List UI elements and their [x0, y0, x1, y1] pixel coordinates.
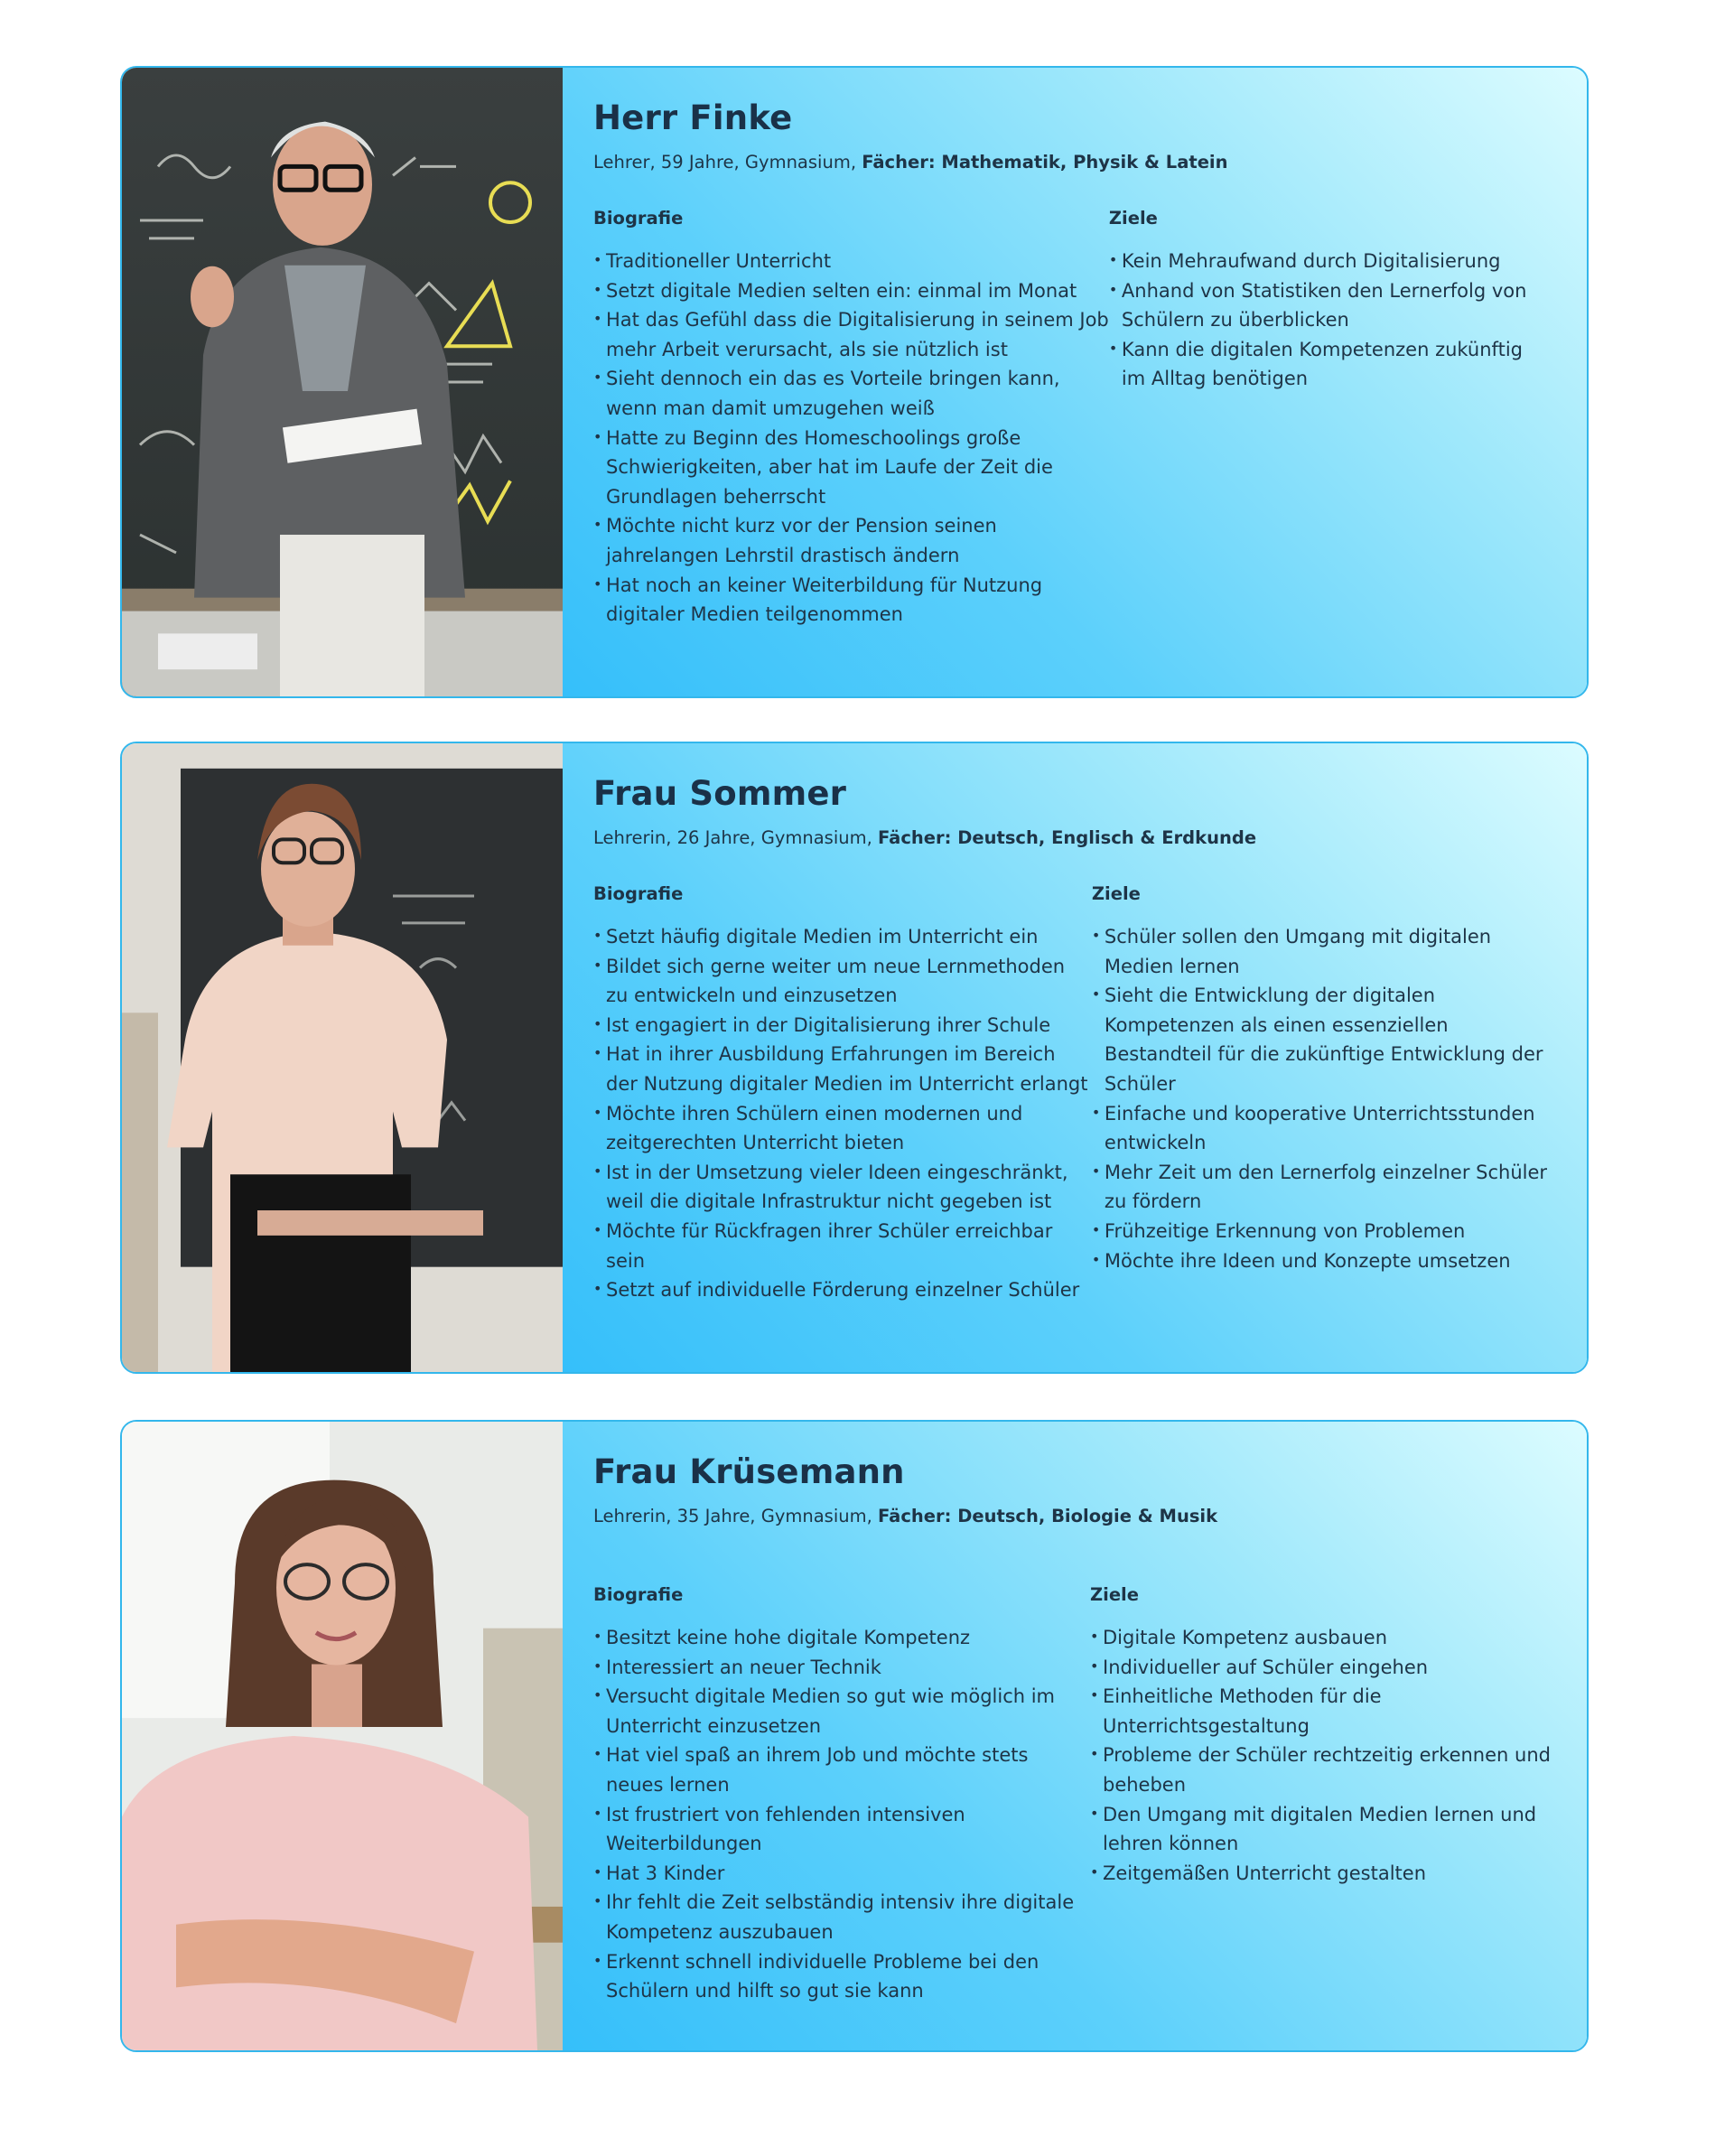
persona-subtitle: [593, 1506, 1551, 1526]
list-item: • Hat noch an keiner Weiterbildung für Nutzung digitaler Medien teilgenommen: [593, 571, 1109, 630]
biography-section: [593, 208, 1109, 630]
goals-list: [1109, 247, 1551, 394]
persona-content-kruesemann: [563, 1422, 1587, 2050]
goals-section: [1090, 1584, 1551, 2006]
list-item: • Ihr fehlt die Zeit selbständig intensiv ihre digitale Kompetenz auszubauen: [593, 1888, 1090, 1946]
list-item: • Bildet sich gerne weiter um neue Lernmethoden zu entwickeln und einzusetzen: [593, 952, 1092, 1011]
list-item: • Frühzeitige Erkennung von Problemen: [1092, 1217, 1551, 1246]
persona-content-sommer: [563, 743, 1587, 1372]
persona-subtitle-meta: Lehrerin, 35 Jahre, Gymnasium,: [593, 1506, 878, 1526]
list-item: • Ist frustriert von fehlenden intensiven Weiterbildungen: [593, 1800, 1090, 1859]
persona-subtitle: [593, 152, 1551, 173]
list-item: • Zeitgemäßen Unterricht gestalten: [1090, 1859, 1551, 1889]
goals-list: [1090, 1623, 1551, 1888]
biography-heading: Biografie: [593, 208, 684, 229]
list-item: • Individueller auf Schüler eingehen: [1090, 1653, 1551, 1683]
list-item: • Kann die digitalen Kompetenzen zukünftig im Alltag benötigen: [1109, 335, 1551, 394]
list-item: • Hat 3 Kinder: [593, 1859, 1090, 1889]
list-item: • Kein Mehraufwand durch Digitalisierung: [1109, 247, 1551, 276]
persona-photo-kruesemann: [122, 1422, 563, 2050]
persona-subjects: Fächer: Deutsch, Biologie & Musik: [878, 1506, 1218, 1526]
persona-name: Frau Sommer: [593, 774, 847, 813]
persona-content-finke: [563, 68, 1587, 696]
list-item: • Möchte nicht kurz vor der Pension seinen jahrelangen Lehrstil drastisch ändern: [593, 511, 1109, 570]
persona-photo-sommer: [122, 743, 563, 1372]
list-item: • Hatte zu Beginn des Homeschoolings große Schwierigkeiten, aber hat im Laufe der Zeit die Grundlagen beherrscht: [593, 424, 1109, 512]
persona-card-sommer: [120, 742, 1589, 1374]
persona-subjects: Fächer: Deutsch, Englisch & Erdkunde: [878, 827, 1257, 848]
persona-subtitle: [593, 827, 1551, 848]
biography-list: [593, 247, 1109, 630]
list-item: • Mehr Zeit um den Lernerfolg einzelner Schüler zu fördern: [1092, 1158, 1551, 1217]
list-item: • Möchte für Rückfragen ihrer Schüler erreichbar sein: [593, 1217, 1092, 1275]
goals-heading: Ziele: [1091, 883, 1141, 904]
list-item: • Setzt häufig digitale Medien im Unterricht ein: [593, 922, 1092, 952]
list-item: • Setzt digitale Medien selten ein: einmal im Monat: [593, 276, 1109, 306]
list-item: • Möchte ihre Ideen und Konzepte umsetzen: [1092, 1246, 1551, 1276]
list-item: • Versucht digitale Medien so gut wie möglich im Unterricht einzusetzen: [593, 1682, 1090, 1741]
list-item: • Ist engagiert in der Digitalisierung ihrer Schule: [593, 1011, 1092, 1041]
list-item: • Digitale Kompetenz ausbauen: [1090, 1623, 1551, 1653]
goals-section: [1092, 883, 1551, 1305]
goals-list: [1092, 922, 1551, 1275]
biography-heading: Biografie: [593, 1584, 684, 1605]
list-item: • Möchte ihren Schülern einen modernen und zeitgerechten Unterricht bieten: [593, 1099, 1092, 1158]
biography-section: [593, 883, 1092, 1305]
list-item: • Hat viel spaß an ihrem Job und möchte stets neues lernen: [593, 1741, 1090, 1799]
list-item: • Sieht dennoch ein das es Vorteile bringen kann, wenn man damit umzugehen weiß: [593, 364, 1109, 423]
list-item: • Hat in ihrer Ausbildung Erfahrungen im Bereich der Nutzung digitaler Medien im Unterricht erlangt: [593, 1040, 1092, 1098]
list-item: • Setzt auf individuelle Förderung einzelner Schüler: [593, 1275, 1092, 1305]
persona-card-finke: [120, 66, 1589, 698]
biography-section: [593, 1584, 1090, 2006]
list-item: • Erkennt schnell individuelle Probleme bei den Schülern und hilft so gut sie kann: [593, 1947, 1090, 2006]
list-item: • Hat das Gefühl dass die Digitalisierung in seinem Job mehr Arbeit verursacht, als sie nützlich ist: [593, 305, 1109, 364]
list-item: • Einheitliche Methoden für die Unterrichtsgestaltung: [1090, 1682, 1551, 1741]
persona-subtitle-meta: Lehrer, 59 Jahre, Gymnasium,: [593, 152, 862, 173]
list-item: • Einfache und kooperative Unterrichtsstunden entwickeln: [1092, 1099, 1551, 1158]
list-item: • Schüler sollen den Umgang mit digitalen Medien lernen: [1092, 922, 1551, 981]
list-item: • Anhand von Statistiken den Lernerfolg von Schülern zu überblicken: [1109, 276, 1551, 335]
list-item: • Interessiert an neuer Technik: [593, 1653, 1090, 1683]
persona-name: Herr Finke: [593, 98, 793, 137]
biography-list: [593, 1623, 1090, 2006]
goals-heading: Ziele: [1108, 208, 1158, 229]
list-item: • Probleme der Schüler rechtzeitig erkennen und beheben: [1090, 1741, 1551, 1799]
persona-subtitle-meta: Lehrerin, 26 Jahre, Gymnasium,: [593, 827, 878, 848]
list-item: • Ist in der Umsetzung vieler Ideen eingeschränkt, weil die digitale Infrastruktur nicht gegeben ist: [593, 1158, 1092, 1217]
persona-subjects: Fächer: Mathematik, Physik & Latein: [862, 152, 1228, 173]
persona-name: Frau Krüsemann: [593, 1452, 905, 1491]
persona-card-kruesemann: [120, 1420, 1589, 2052]
list-item: • Den Umgang mit digitalen Medien lernen und lehren können: [1090, 1800, 1551, 1859]
biography-heading: Biografie: [593, 883, 684, 904]
list-item: • Sieht die Entwicklung der digitalen Kompetenzen als einen essenziellen Bestandteil für die zukünftige Entwicklung der Schüler: [1092, 981, 1551, 1098]
goals-heading: Ziele: [1090, 1584, 1139, 1605]
goals-section: [1109, 208, 1551, 630]
persona-photo-finke: [122, 68, 563, 696]
biography-list: [593, 922, 1092, 1305]
list-item: • Besitzt keine hohe digitale Kompetenz: [593, 1623, 1090, 1653]
list-item: • Traditioneller Unterricht: [593, 247, 1109, 276]
